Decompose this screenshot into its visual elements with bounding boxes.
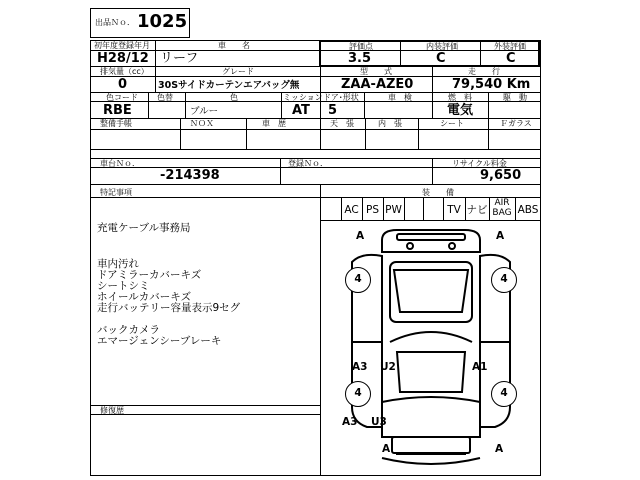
equipment-label: 装 備 — [422, 188, 454, 197]
equipment-ac: AC — [344, 204, 359, 216]
color-label: 色 — [230, 93, 238, 102]
notes-label: 特記事項 — [100, 188, 132, 197]
recycle-fee-label: リサイクル料金 — [452, 159, 507, 168]
doors-value: 5 — [328, 103, 338, 118]
damage-mark: A — [496, 230, 505, 242]
exterior-grade-label: 外装評価 — [494, 42, 526, 51]
model-label: 型 式 — [360, 67, 392, 76]
note-item: 車内汚れ — [97, 258, 139, 270]
damage-mark: U3 — [371, 416, 387, 428]
tire-front-right: 4 — [491, 267, 517, 293]
equipment-pw: PW — [385, 204, 402, 216]
color-swap-label: 色替 — [157, 93, 173, 102]
score-label: 評価点 — [349, 42, 373, 51]
lot-label: 出品Ｎｏ． — [95, 18, 135, 27]
note-item: 充電ケーブル事務局 — [97, 222, 191, 234]
damage-mark: A3 — [352, 361, 368, 373]
grade-label: グレード — [222, 67, 254, 76]
lot-number: 1025 — [137, 11, 188, 32]
interior-grade-label: 内装評価 — [426, 42, 458, 51]
seat-label: シート — [440, 119, 464, 128]
equipment-tv: TV — [447, 204, 461, 216]
drive-label: 駆 動 — [503, 93, 527, 102]
interior-grade-value: C — [436, 51, 446, 66]
damage-mark: A3 — [342, 416, 358, 428]
color-value: ブルー — [190, 106, 219, 117]
grade-value: 30Sサイドカーテンエアバッグ無 — [158, 80, 300, 91]
damage-mark: A — [382, 443, 391, 455]
sunroof-label: 天 張 — [330, 119, 354, 128]
damage-mark: A — [356, 230, 365, 242]
car-name-label: 車 名 — [218, 41, 250, 50]
mission-value: AT — [292, 103, 310, 118]
maintenance-book-label: 整備手帳 — [100, 119, 132, 128]
car-diagram — [322, 222, 540, 474]
inspection-label: 車 検 — [388, 93, 412, 102]
note-item: ドアミラーカバーキズ — [97, 269, 202, 281]
history-label: 車 歴 — [262, 119, 286, 128]
equipment-abs: ABS — [517, 204, 539, 216]
color-code-label: 色コード — [106, 93, 138, 102]
tire-rear-right: 4 — [491, 381, 517, 407]
score-value: 3.5 — [348, 51, 372, 66]
damage-mark: U2 — [380, 361, 396, 373]
damage-mark: A — [495, 443, 504, 455]
note-item: エマージェンシーブレーキ — [97, 335, 222, 347]
chassis-no-label: 車台Ｎｏ． — [100, 159, 140, 168]
mileage-label: 走 行 — [468, 67, 500, 76]
recycle-fee-value: 9,650 — [480, 168, 522, 183]
interior-lining-label: 内 張 — [378, 119, 402, 128]
mission-label: ミッション — [283, 93, 323, 102]
tire-rear-left: 4 — [345, 381, 371, 407]
tire-front-left: 4 — [345, 267, 371, 293]
color-code-value: RBE — [103, 103, 132, 118]
displacement-label: 排気量（cc） — [100, 67, 149, 76]
equipment-airbag: AIR BAG — [492, 198, 512, 218]
reg-date-label: 初年度登録年月 — [94, 41, 150, 50]
equipment-ps: PS — [366, 204, 379, 216]
model-value: ZAA-AZE0 — [341, 77, 414, 92]
chassis-no-value: -214398 — [160, 168, 220, 183]
doors-label: ドア･形状 — [323, 93, 359, 102]
car-name-value: リーフ — [160, 51, 199, 66]
front-glass-label: Ｆガラス — [500, 119, 532, 128]
note-item: 走行バッテリー容量表示9セグ — [97, 302, 241, 314]
note-item: ホイールカバーキズ — [97, 291, 192, 303]
nox-label: ＮＯＸ — [190, 119, 214, 128]
repair-history-label: 修復歴 — [100, 406, 124, 415]
exterior-grade-value: C — [506, 51, 516, 66]
note-item: シートシミ — [97, 280, 150, 292]
equipment-navi: ナビ — [466, 204, 488, 216]
mileage-value: 79,540 Km — [452, 77, 531, 92]
lot-box — [90, 8, 190, 38]
fuel-label: 燃 料 — [448, 93, 472, 102]
note-item: バックカメラ — [97, 324, 160, 336]
registration-no-label: 登録Ｎｏ． — [288, 159, 328, 168]
reg-date-value: H28/12 — [97, 51, 149, 66]
displacement-value: 0 — [118, 77, 128, 92]
damage-mark: A1 — [472, 361, 488, 373]
fuel-value: 電気 — [447, 103, 474, 118]
